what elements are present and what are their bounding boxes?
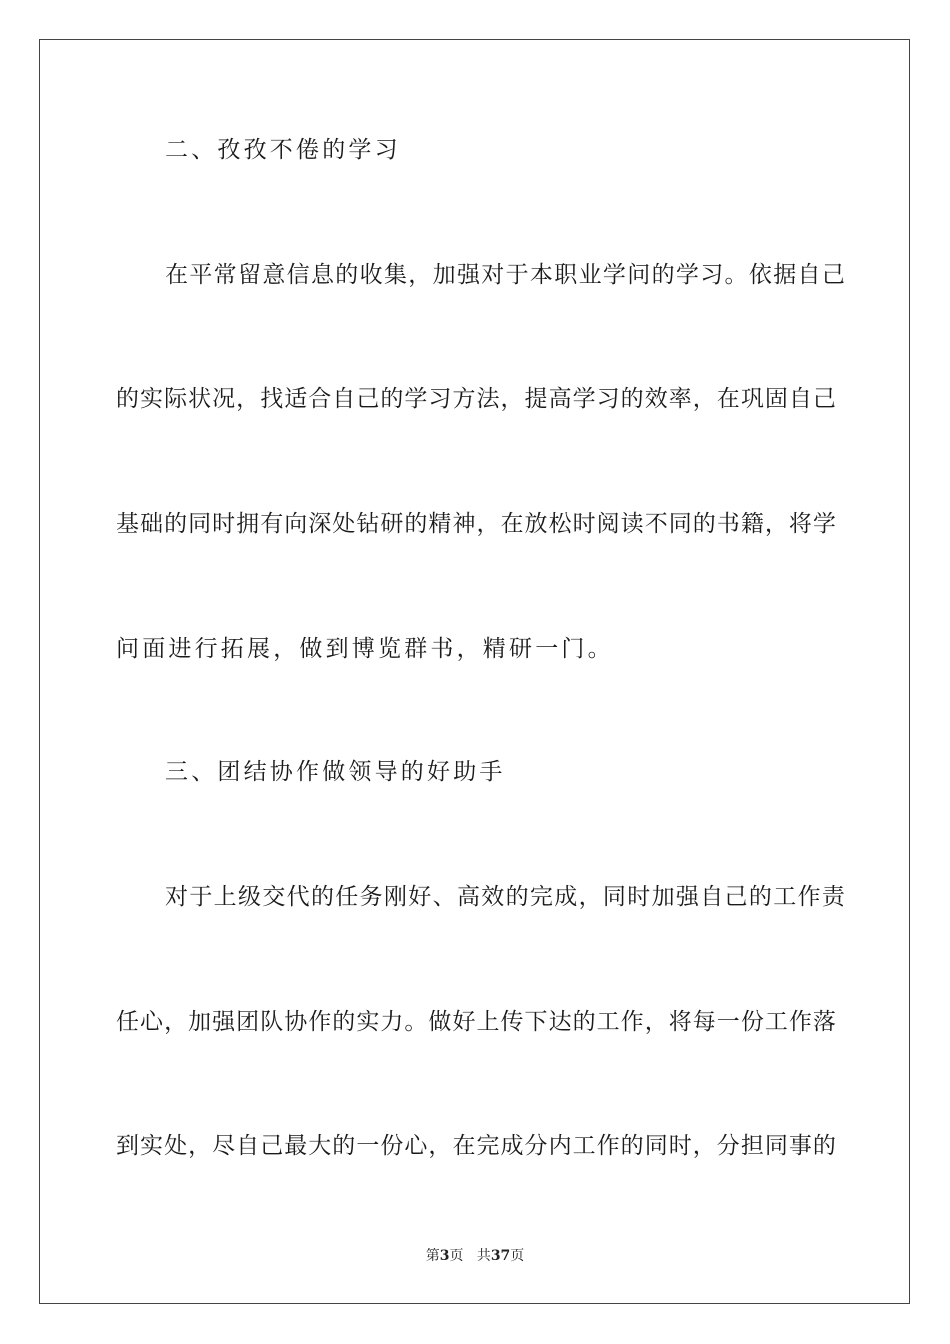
glyph: 强 — [212, 1009, 236, 1035]
glyph: 作 — [788, 1009, 812, 1035]
glyph: 据 — [773, 262, 797, 288]
glyph: 团 — [236, 1009, 260, 1035]
glyph: 放 — [524, 511, 548, 537]
glyph: 刚 — [383, 884, 407, 910]
glyph: 自 — [332, 386, 356, 412]
glyph: 的 — [651, 262, 675, 288]
glyph: 将 — [668, 1009, 692, 1035]
glyph: 的 — [620, 386, 644, 412]
glyph: 集 — [383, 262, 407, 288]
glyph: 加 — [432, 262, 456, 288]
glyph: 的 — [332, 1009, 356, 1035]
glyph: 的 — [812, 1133, 836, 1159]
glyph: 上 — [476, 1009, 500, 1035]
glyph: 高 — [456, 884, 480, 910]
section-heading-2: 二、孜孜不倦的学习 — [165, 137, 401, 163]
glyph: 状 — [188, 386, 212, 412]
glyph: 时 — [572, 511, 596, 537]
glyph: ， — [644, 1009, 668, 1035]
glyph: 留 — [237, 262, 261, 288]
glyph: 一 — [356, 1133, 380, 1159]
glyph: 上 — [213, 884, 237, 910]
glyph: 务 — [359, 884, 383, 910]
glyph: 。 — [404, 1009, 428, 1035]
glyph: 工 — [773, 884, 797, 910]
glyph: 作 — [596, 1133, 620, 1159]
glyph: 习 — [700, 262, 724, 288]
glyph: 己 — [260, 1133, 284, 1159]
glyph: 阅 — [596, 511, 620, 537]
footer-page-suffix: 页 — [449, 1248, 464, 1264]
glyph: 于 — [505, 262, 529, 288]
glyph: 适 — [284, 386, 308, 412]
glyph: 问 — [627, 262, 651, 288]
glyph: 巩 — [740, 386, 764, 412]
footer-page-prefix: 第 — [425, 1248, 440, 1264]
glyph: 一 — [716, 1009, 740, 1035]
glyph: ， — [164, 1009, 188, 1035]
glyph: ， — [408, 262, 432, 288]
glyph: 学 — [404, 386, 428, 412]
glyph: 效 — [481, 884, 505, 910]
glyph: 于 — [189, 884, 213, 910]
footer-total-pages: 37 — [490, 1248, 511, 1264]
glyph: 实 — [356, 1009, 380, 1035]
glyph: 份 — [740, 1009, 764, 1035]
glyph: 份 — [380, 1133, 404, 1159]
glyph: 精 — [428, 511, 452, 537]
glyph: 学 — [812, 511, 836, 537]
glyph: 实 — [140, 1133, 164, 1159]
glyph: 同 — [602, 884, 626, 910]
glyph: 的 — [572, 1009, 596, 1035]
glyph: 提 — [524, 386, 548, 412]
glyph: 任 — [116, 1009, 139, 1035]
glyph: 率 — [668, 386, 692, 412]
glyph: 的 — [380, 386, 404, 412]
glyph: 时 — [212, 511, 236, 537]
glyph: 工 — [572, 1133, 596, 1159]
page-footer — [0, 1247, 950, 1265]
glyph: 成 — [554, 884, 578, 910]
glyph: 的 — [692, 511, 716, 537]
paragraph-line: 问面进行拓展，做到博览群书，精研一门。 — [116, 636, 614, 662]
glyph: 代 — [286, 884, 310, 910]
glyph: 将 — [788, 511, 812, 537]
glyph: 效 — [644, 386, 668, 412]
glyph: 同 — [644, 1133, 668, 1159]
glyph: 队 — [260, 1009, 284, 1035]
glyph: 的 — [620, 1133, 644, 1159]
glyph: 在 — [165, 262, 188, 288]
glyph: 实 — [140, 386, 164, 412]
glyph: ， — [188, 1133, 212, 1159]
glyph: 己 — [724, 884, 748, 910]
glyph: 己 — [812, 386, 836, 412]
glyph: 作 — [620, 1009, 644, 1035]
glyph: 最 — [284, 1133, 308, 1159]
glyph: 达 — [548, 1009, 572, 1035]
glyph: 固 — [764, 386, 788, 412]
glyph: 协 — [284, 1009, 308, 1035]
glyph: 时 — [668, 1133, 692, 1159]
glyph: 时 — [627, 884, 651, 910]
glyph: 的 — [404, 511, 428, 537]
glyph: 学 — [675, 262, 699, 288]
glyph: 在 — [500, 511, 524, 537]
glyph: 传 — [500, 1009, 524, 1035]
glyph: 平 — [189, 262, 213, 288]
glyph: 依 — [748, 262, 772, 288]
glyph: 完 — [476, 1133, 500, 1159]
glyph: ， — [692, 1133, 716, 1159]
glyph: 的 — [116, 386, 139, 412]
glyph: 任 — [335, 884, 359, 910]
footer-page-number: 3 — [439, 1248, 450, 1264]
glyph: 自 — [797, 262, 821, 288]
paragraph-line — [165, 260, 845, 290]
glyph: 的 — [748, 884, 772, 910]
glyph: 深 — [308, 511, 332, 537]
glyph: 加 — [651, 884, 675, 910]
glyph: 大 — [308, 1133, 332, 1159]
glyph: 工 — [764, 1009, 788, 1035]
glyph: 础 — [140, 511, 164, 537]
glyph: 对 — [165, 884, 188, 910]
glyph: 自 — [236, 1133, 260, 1159]
glyph: ， — [500, 386, 524, 412]
glyph: 不 — [644, 511, 668, 537]
glyph: 况 — [212, 386, 236, 412]
glyph: 、 — [432, 884, 456, 910]
paragraph-line — [116, 1131, 836, 1161]
glyph: 在 — [716, 386, 740, 412]
glyph: 成 — [500, 1133, 524, 1159]
glyph: 自 — [700, 884, 724, 910]
glyph: 收 — [359, 262, 383, 288]
glyph: 意 — [262, 262, 286, 288]
paragraph-line — [165, 882, 845, 912]
glyph: 找 — [260, 386, 284, 412]
glyph: ， — [764, 511, 788, 537]
footer-total-suffix: 页 — [510, 1248, 525, 1264]
glyph: 基 — [116, 511, 139, 537]
glyph: 方 — [452, 386, 476, 412]
glyph: 好 — [452, 1009, 476, 1035]
glyph: 自 — [788, 386, 812, 412]
glyph: 拥 — [236, 511, 260, 537]
glyph: 书 — [716, 511, 740, 537]
paragraph-line — [116, 509, 836, 539]
glyph: 在 — [452, 1133, 476, 1159]
glyph: 做 — [428, 1009, 452, 1035]
glyph: 分 — [524, 1133, 548, 1159]
glyph: 力 — [380, 1009, 404, 1035]
glyph: 职 — [554, 262, 578, 288]
glyph: 同 — [188, 511, 212, 537]
glyph: 工 — [596, 1009, 620, 1035]
glyph: ， — [428, 1133, 452, 1159]
glyph: 级 — [237, 884, 261, 910]
glyph: 到 — [116, 1133, 139, 1159]
glyph: 有 — [260, 511, 284, 537]
glyph: 读 — [620, 511, 644, 537]
glyph: 处 — [332, 511, 356, 537]
glyph: 担 — [740, 1133, 764, 1159]
glyph: 责 — [821, 884, 845, 910]
glyph: 心 — [404, 1133, 428, 1159]
glyph: 学 — [602, 262, 626, 288]
page-border — [39, 39, 910, 1304]
glyph: 交 — [262, 884, 286, 910]
glyph: 同 — [764, 1133, 788, 1159]
glyph: 加 — [188, 1009, 212, 1035]
glyph: 松 — [548, 511, 572, 537]
glyph: 的 — [164, 511, 188, 537]
glyph: 分 — [716, 1133, 740, 1159]
glyph: 对 — [481, 262, 505, 288]
glyph: 内 — [548, 1133, 572, 1159]
glyph: 下 — [524, 1009, 548, 1035]
glyph: 作 — [308, 1009, 332, 1035]
glyph: 同 — [668, 511, 692, 537]
glyph: 尽 — [212, 1133, 236, 1159]
glyph: 落 — [812, 1009, 836, 1035]
glyph: 的 — [505, 884, 529, 910]
glyph: 际 — [164, 386, 188, 412]
glyph: 。 — [724, 262, 748, 288]
footer-total-prefix: 共 — [476, 1248, 491, 1264]
glyph: 处 — [164, 1133, 188, 1159]
glyph: 研 — [380, 511, 404, 537]
glyph: 籍 — [740, 511, 764, 537]
glyph: 合 — [308, 386, 332, 412]
glyph: 己 — [356, 386, 380, 412]
glyph: 向 — [284, 511, 308, 537]
glyph: 息 — [310, 262, 334, 288]
glyph: 习 — [596, 386, 620, 412]
glyph: 常 — [213, 262, 237, 288]
glyph: 事 — [788, 1133, 812, 1159]
glyph: 的 — [310, 884, 334, 910]
glyph: 业 — [578, 262, 602, 288]
glyph: 完 — [529, 884, 553, 910]
section-heading-3: 三、团结协作做领导的好助手 — [165, 759, 506, 785]
paragraph-line — [116, 1007, 836, 1037]
glyph: 己 — [821, 262, 845, 288]
paragraph-line — [116, 384, 836, 414]
glyph: 的 — [335, 262, 359, 288]
glyph: 每 — [692, 1009, 716, 1035]
glyph: 学 — [572, 386, 596, 412]
glyph: ， — [692, 386, 716, 412]
glyph: 心 — [140, 1009, 164, 1035]
glyph: 法 — [476, 386, 500, 412]
glyph: ， — [476, 511, 500, 537]
glyph: 信 — [286, 262, 310, 288]
glyph: 神 — [452, 511, 476, 537]
glyph: 本 — [529, 262, 553, 288]
glyph: 钻 — [356, 511, 380, 537]
glyph: 的 — [332, 1133, 356, 1159]
glyph: 强 — [456, 262, 480, 288]
glyph: ， — [236, 386, 260, 412]
glyph: 高 — [548, 386, 572, 412]
glyph: 强 — [675, 884, 699, 910]
glyph: ， — [578, 884, 602, 910]
glyph: 作 — [797, 884, 821, 910]
glyph: 好 — [408, 884, 432, 910]
glyph: 习 — [428, 386, 452, 412]
